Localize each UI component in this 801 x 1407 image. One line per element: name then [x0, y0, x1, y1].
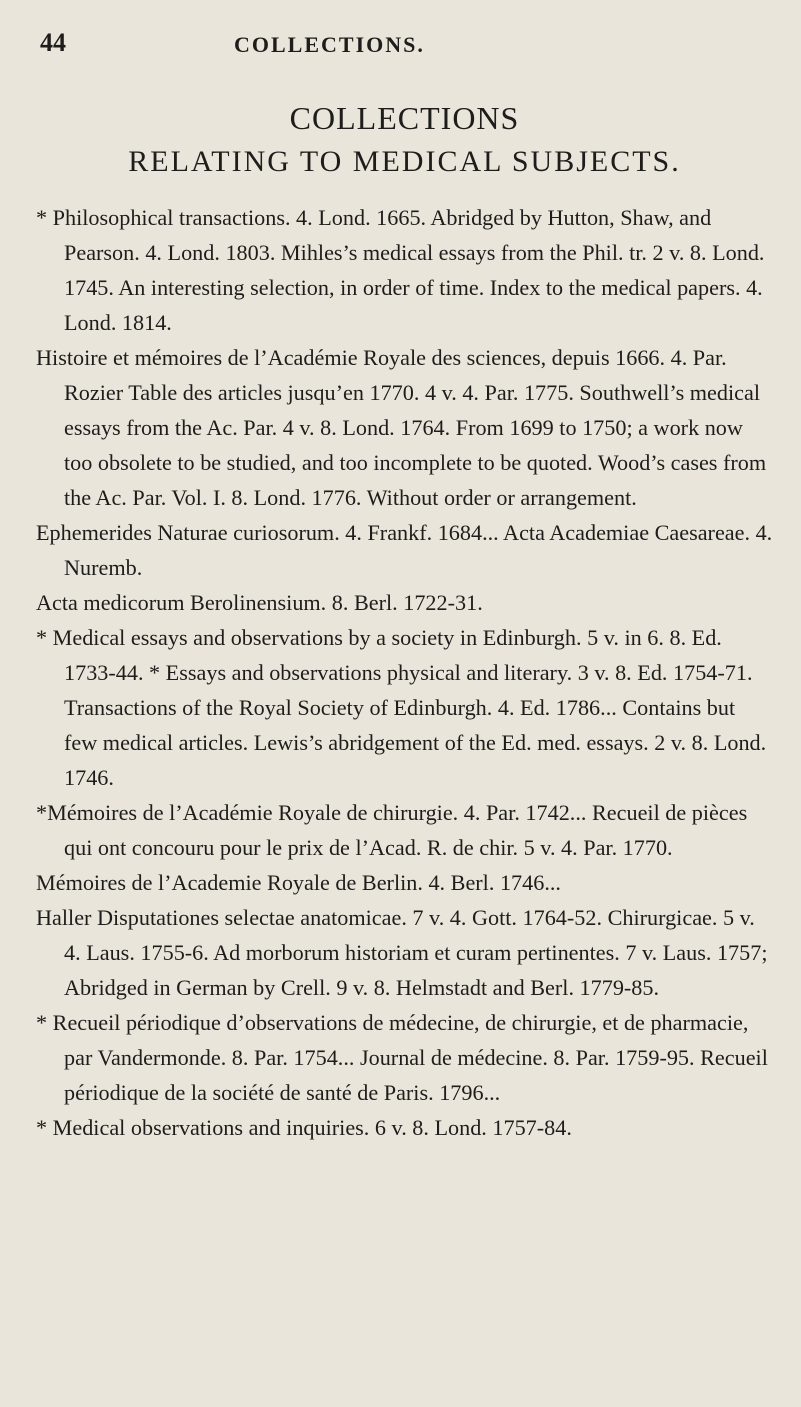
heading-line-2: RELATING TO MEDICAL SUBJECTS.	[128, 145, 681, 178]
section-heading	[36, 100, 773, 182]
page-number: 44	[40, 28, 66, 57]
entry-medical-observations: * Medical observations and inquiries. 6 v. 8. Lond. 1757-84.	[36, 1115, 572, 1140]
heading-line-1: COLLECTIONS	[289, 100, 520, 136]
entry-medical-essays-edinburgh: * Medical essays and observations by a society in Edinburgh. 5 v. in 6. 8. Ed. 1733-44. * Essays and observations physical and literary. 3 v. 8. Ed. 1754-71. Transactions of the Royal Society of Edinburgh. 4. Ed. 1786... Contains but few medical articles. Lewis’s abridgement of the Ed. med. essays. 2 v. 8. Lond. 1746.	[36, 625, 767, 790]
entry-histoire-academie-sciences: Histoire et mémoires de l’Académie Royale des sciences, depuis 1666. 4. Par. Rozier Table des articles jusqu’en 1770. 4 v. 4. Par. 1775. Southwell’s medical essays from the Ac. Par. 4 v. 8. Lond. 1764. From 1699 to 1750; a work now too obsolete to be studied, and too incomplete to be quoted. Wood’s cases from the Ac. Par. Vol. I. 8. Lond. 1776. Without order or arrangement.	[36, 345, 767, 510]
entries-list	[36, 200, 773, 1145]
running-title: COLLECTIONS.	[234, 32, 425, 57]
entry-memoires-berlin: Mémoires de l’Academie Royale de Berlin. 4. Berl. 1746...	[36, 870, 561, 895]
entry-haller-disputationes: Haller Disputationes selectae anatomicae. 7 v. 4. Gott. 1764-52. Chirurgicae. 5 v. 4. Laus. 1755-6. Ad morborum historiam et curam pertinentes. 7 v. Laus. 1757; Abridged in German by Crell. 9 v. 8. Helmstadt and Berl. 1779-85.	[36, 905, 768, 1000]
entry-recueil-periodique: * Recueil périodique d’observations de médecine, de chirurgie, et de pharmacie, par Vandermonde. 8. Par. 1754... Journal de médecine. 8. Par. 1759-95. Recueil périodique de la société de santé de Paris. 1796...	[36, 1010, 768, 1105]
entry-memoires-chirurgie: *Mémoires de l’Académie Royale de chirurgie. 4. Par. 1742... Recueil de pièces qui ont concouru pour le prix de l’Acad. R. de chir. 5 v. 4. Par. 1770.	[36, 800, 748, 860]
entry-philosophical-transactions: * Philosophical transactions. 4. Lond. 1665. Abridged by Hutton, Shaw, and Pearson. 4. Lond. 1803. Mihles’s medical essays from the Phil. tr. 2 v. 8. Lond. 1745. An interesting selection, in order of time. Index to the medical papers. 4. Lond. 1814.	[36, 205, 765, 335]
running-head	[36, 28, 773, 66]
entry-acta-medicorum: Acta medicorum Berolinensium. 8. Berl. 1722-31.	[36, 590, 483, 615]
entry-ephemerides: Ephemerides Naturae curiosorum. 4. Frankf. 1684... Acta Academiae Caesareae. 4. Nuremb.	[36, 520, 773, 580]
